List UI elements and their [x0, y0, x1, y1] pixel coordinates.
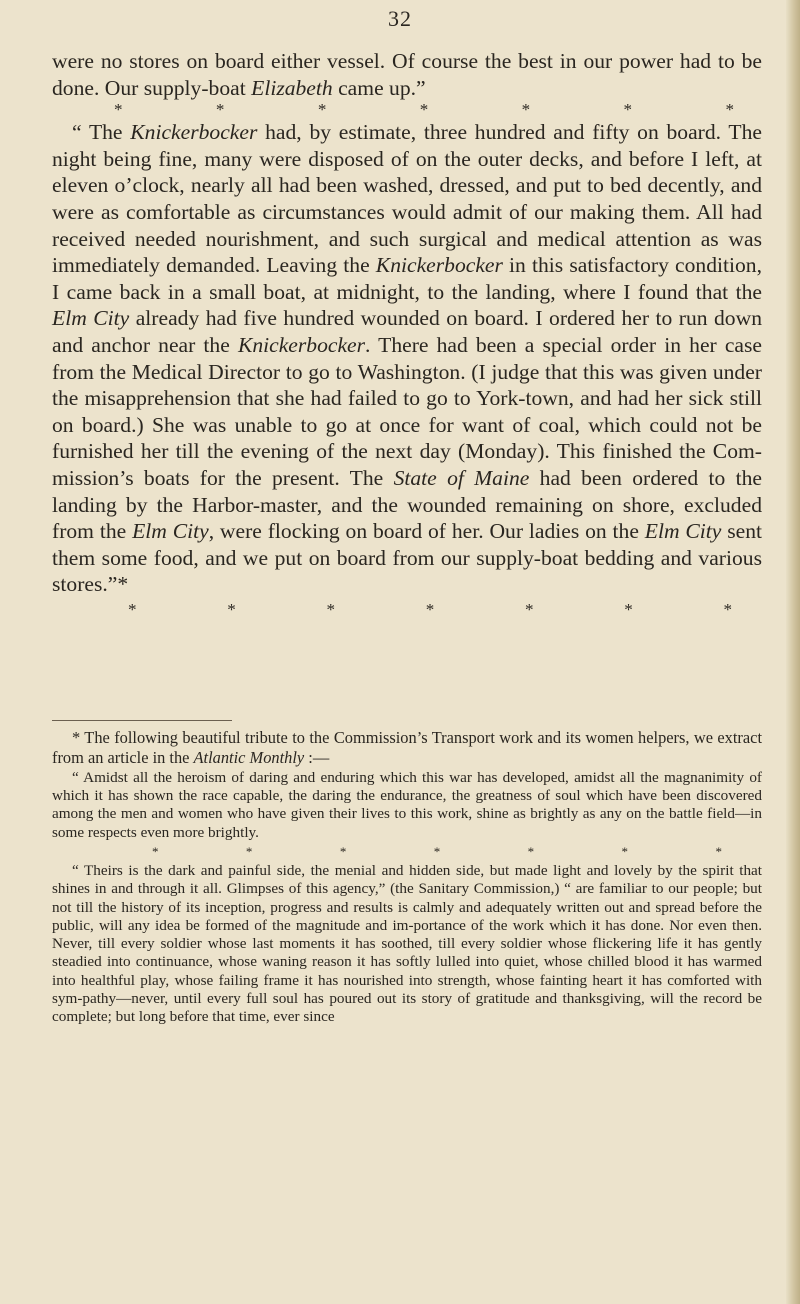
ship-name: Knickerbocker — [237, 332, 366, 357]
ship-name: Knickerbocker — [375, 253, 503, 278]
star: * — [128, 599, 137, 619]
star: * — [433, 844, 441, 859]
footnote-stars — [52, 842, 762, 862]
main-text — [52, 48, 762, 622]
star: * — [623, 100, 633, 120]
footnote-quote-1: “ Amidst all the heroism of daring and enduring which this war has developed, amidst all the magnanimity of which it has shown the race capable, the daring the endurance, the greatness of soul which have been discovered among the men and women who have given their lives to this work, shine as brightly as any on the battle field—in some respects even more brightly. — [52, 768, 762, 841]
star: * — [525, 599, 534, 619]
text-run: had, by estimate, three hundred and fifty on board. The night being fine, many were disposed of on the outer decks, and before I left, at eleven o’clock, nearly all had been washed, dressed, and put to bed decently, and were as comfortable as circumstances would admit of our making them. All had received needed nourishment, and such surgical and medical attention as was immediately demanded. Leaving the — [52, 120, 762, 278]
star: * — [624, 599, 633, 619]
text-run: had been ordered to the landing by the Harbor-master, and the wounded remaining on shore, excluded from the — [52, 465, 762, 544]
ship-name: Knickerbocker — [130, 120, 258, 145]
paragraph-2 — [52, 119, 762, 598]
text-run: came up.” — [332, 75, 426, 100]
star: * — [621, 844, 629, 859]
star: * — [715, 844, 722, 859]
text-run: * The following beautiful tribute to the Commission’s Transport work and its women helpers, we extract from an article in the — [52, 728, 762, 768]
text-run: . There had been a special order in her case from the Medical Director to go to Washington. (I judge that this was given under the misapprehension that she had failed to go to York-town, and had her sick still on board.) She was unable to go at once for want of coal, which could not be furnished her till the evening of the next day (Monday). This finished the Com-mission’s boats for the present. The — [52, 332, 762, 490]
text-run: , were flocking on board of her. Our ladies on the — [208, 519, 645, 544]
page-edge-shadow — [786, 0, 800, 1304]
section-break-stars — [52, 598, 762, 622]
star: * — [725, 100, 734, 120]
text-run: “ The — [72, 120, 131, 145]
text-run: already had five hundred wounded on board. I ordered her to run down and anchor near the — [52, 306, 762, 357]
star: * — [419, 100, 429, 120]
ship-name: Elm City — [132, 519, 209, 544]
footnote-intro — [52, 728, 762, 769]
publication-name: Atlantic Monthly — [193, 748, 305, 768]
footnote-divider — [52, 720, 232, 721]
star: * — [521, 100, 531, 120]
star: * — [425, 599, 435, 619]
text-run: :— — [304, 748, 330, 768]
star: * — [152, 844, 159, 859]
star: * — [114, 100, 123, 120]
footnote — [52, 728, 762, 1027]
page-number: 32 — [388, 6, 412, 31]
section-break-stars — [52, 101, 762, 119]
ship-name: State of Maine — [393, 465, 530, 490]
star: * — [339, 844, 347, 859]
text-run: sent them some food, and we put on board from our supply-boat bedding and various stores.”* — [52, 519, 763, 597]
text-run: in this satisfactory condition, I came back in a small boat, at midnight, to the landing, where I found that the — [52, 253, 762, 304]
ship-name-elizabeth: Elizabeth — [251, 75, 333, 100]
star: * — [215, 100, 225, 120]
star: * — [723, 599, 732, 619]
text-run: were no stores on board either vessel. Of course the best in our power had to be done. Our supply-boat — [52, 49, 762, 100]
ship-name: Elm City — [644, 519, 722, 544]
footnote-quote-2: “ Theirs is the dark and painful side, the menial and hidden side, but made light and lovely by the spirit that shines in and through it all. Glimpses of this agency,” (the Sanitary Commission,) “ are familiar to our people; but not till the history of its inception, progress and results is calmly and adequately written out and spread before the public, will any idea be formed of the magnitude and im-portance of the work which it has done. Nor even then. Never, till every soldier whose last moments it has soothed, till every soldier whose flickering life it has gently steadied into continuance, whose waning reason it has softly lulled into quiet, whose chilled blood it has warmed into healthful play, whose failing frame it has nourished into strength, whose fainting heart it has comforted with sym-pathy—never, until every full soul has poured out its story of gratitude and thanksgiving, will the record be complete; but long before that time, ever since — [52, 862, 762, 1026]
star: * — [245, 844, 253, 859]
paragraph-1 — [52, 48, 762, 101]
star: * — [326, 599, 335, 619]
ship-name: Elm City — [52, 306, 130, 331]
star: * — [227, 599, 236, 619]
star: * — [317, 100, 327, 120]
star: * — [527, 844, 535, 859]
